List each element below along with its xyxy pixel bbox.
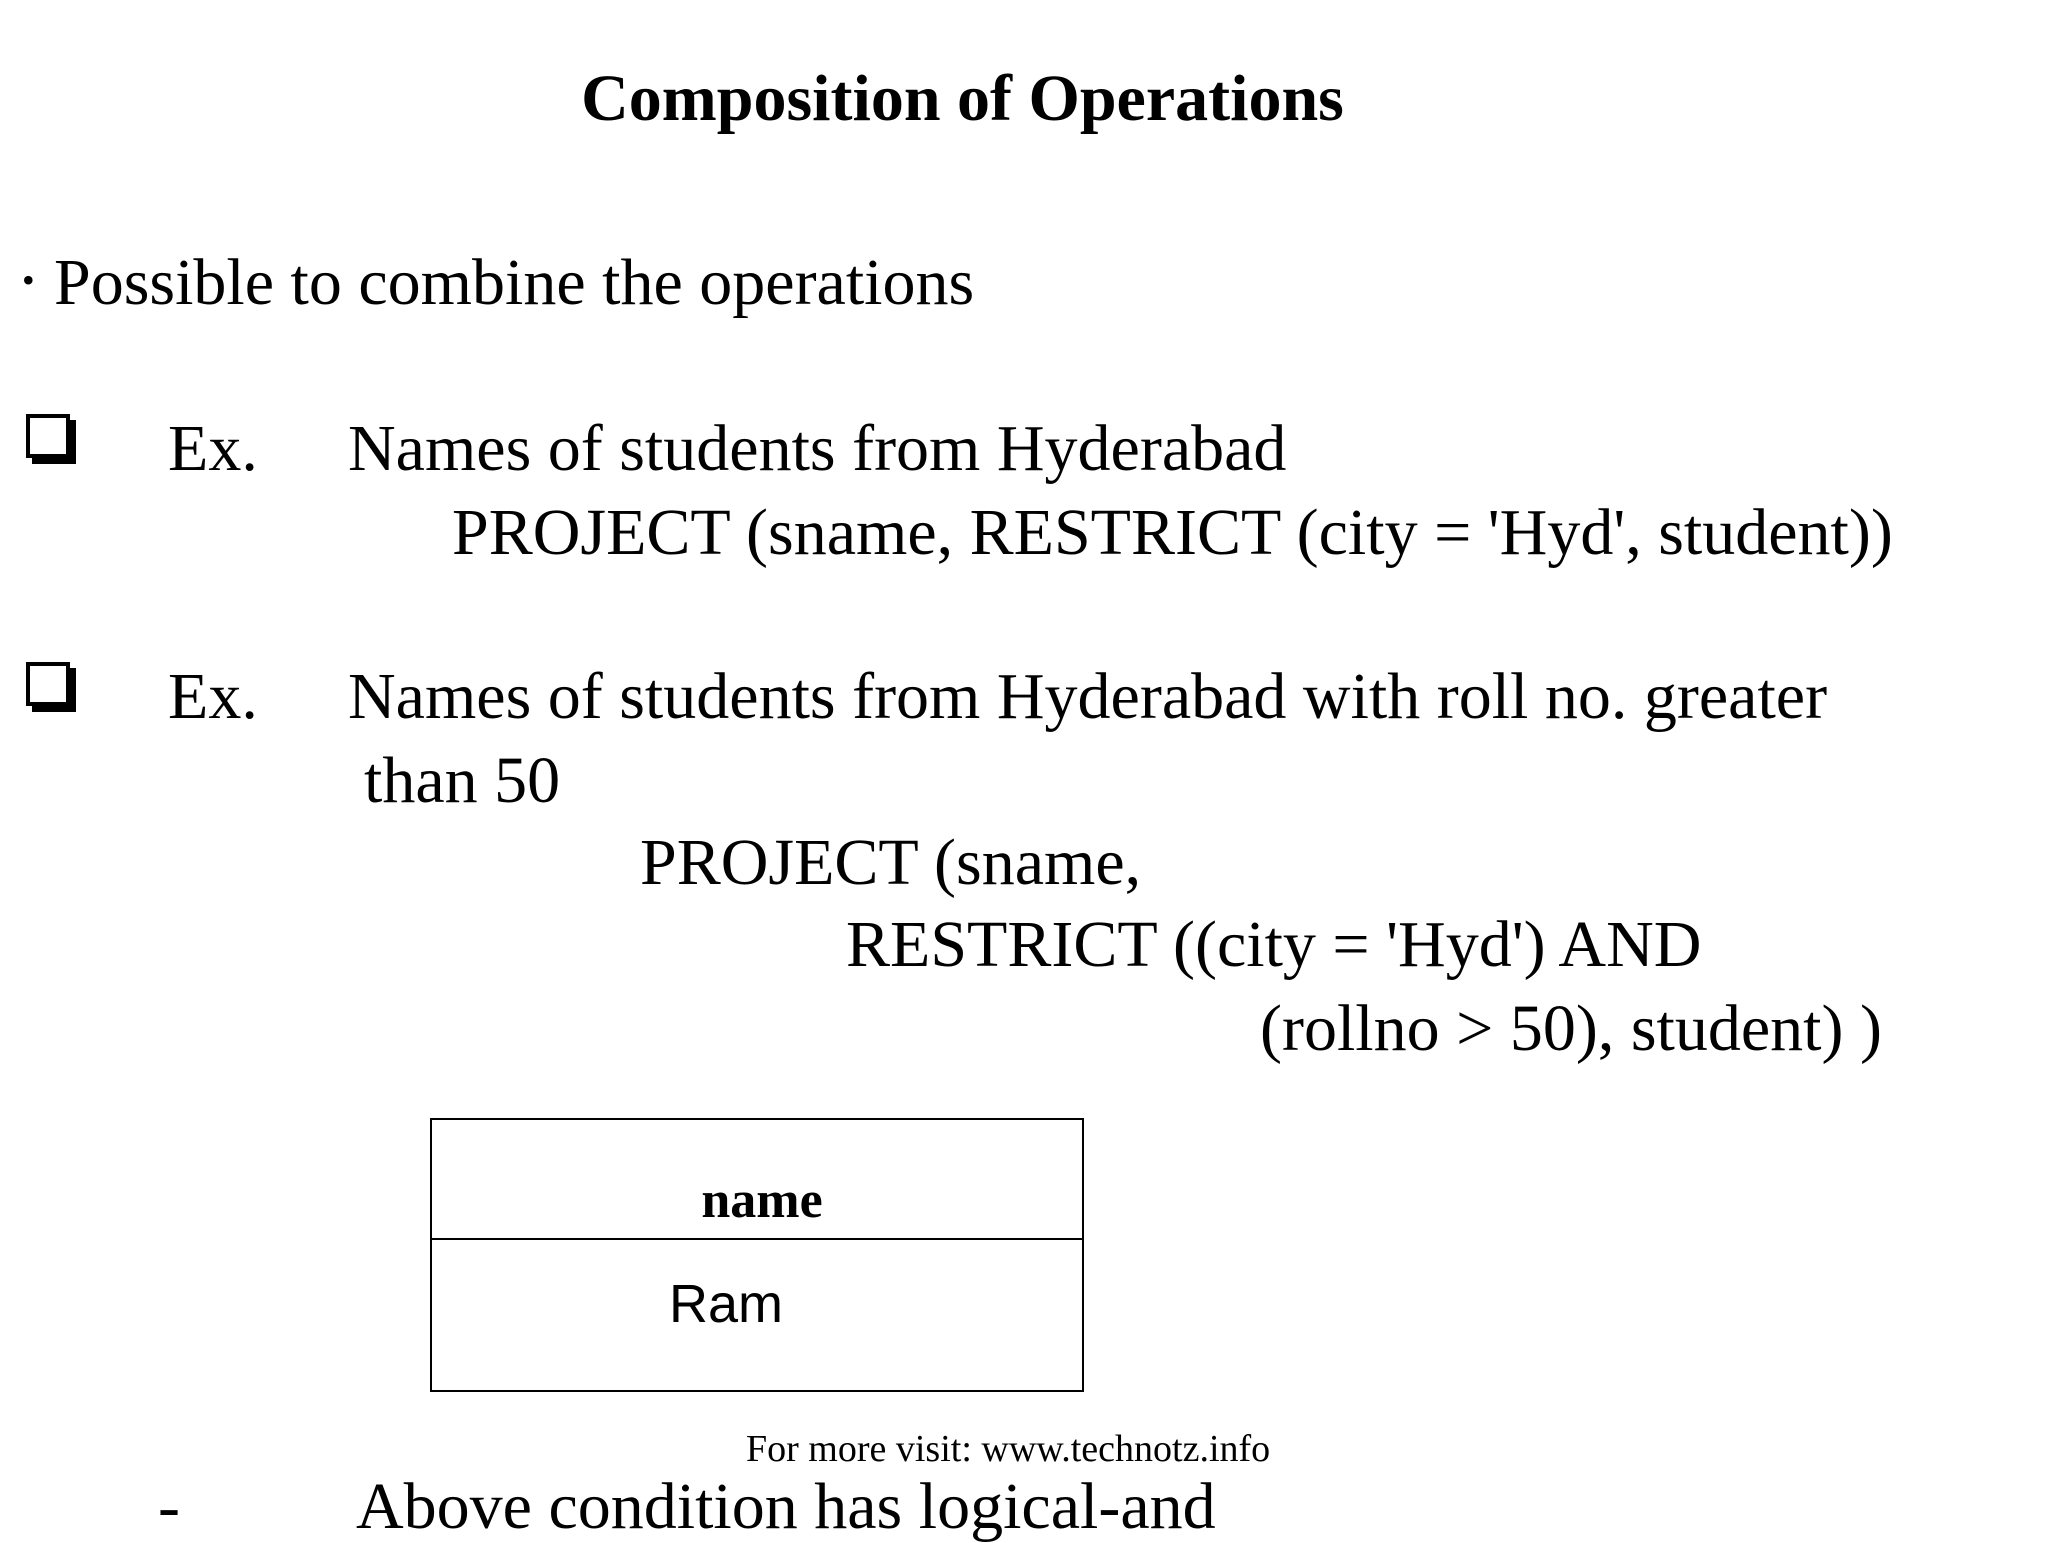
example2-description-line1: Names of students from Hyderabad with roll no. greater <box>348 660 1828 733</box>
checkbox-bullet-icon <box>26 414 70 458</box>
intro-bullet-text: Possible to combine the operations <box>54 246 975 319</box>
example2-expression-line2: RESTRICT ((city = 'Hyd') AND <box>846 908 1702 981</box>
footer-note: For more visit: www.technotz.info <box>746 1428 1271 1470</box>
checkbox-bullet-icon <box>26 662 70 706</box>
example2-expression-line1: PROJECT (sname, <box>640 826 1142 899</box>
example1-label: Ex. <box>168 412 258 485</box>
example2-label: Ex. <box>168 660 258 733</box>
example1-expression: PROJECT (sname, RESTRICT (city = 'Hyd', student)) <box>452 496 1893 569</box>
example1-description: Names of students from Hyderabad <box>348 412 1287 485</box>
example2-expression-line3: (rollno > 50), student) ) <box>1260 992 1882 1065</box>
bullet-dot: • <box>22 260 35 300</box>
result-table-header <box>432 1120 1082 1240</box>
result-table-column-name: name <box>701 1172 823 1229</box>
note-text: Above condition has logical-and <box>356 1470 1216 1543</box>
example2-description-line2: than 50 <box>364 744 561 817</box>
result-table <box>430 1118 1084 1392</box>
result-table-cell: Ram <box>669 1274 784 1334</box>
note-marker: - <box>158 1470 180 1543</box>
slide-title: Composition of Operations <box>581 62 1344 135</box>
